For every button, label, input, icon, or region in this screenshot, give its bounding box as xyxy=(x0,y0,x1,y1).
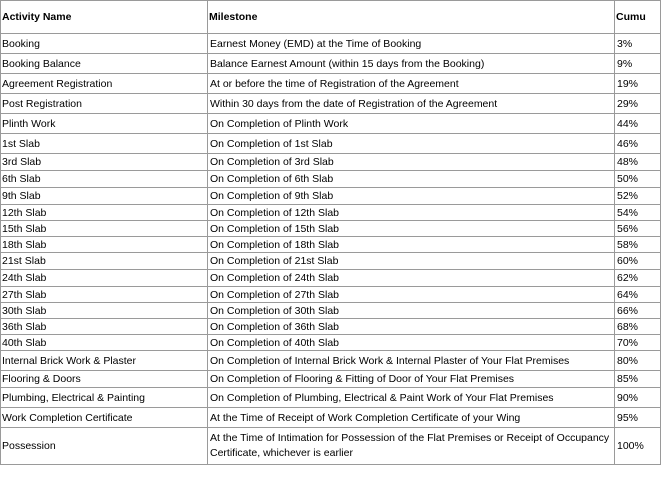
activity-cell: Plinth Work xyxy=(1,114,208,134)
percent-cell: 52% xyxy=(615,188,661,205)
activity-cell: 1st Slab xyxy=(1,134,208,154)
milestone-cell: On Completion of Internal Brick Work & Internal Plaster of Your Flat Premises xyxy=(208,351,615,371)
milestone-cell: At the Time of Receipt of Work Completion Certificate of your Wing xyxy=(208,408,615,428)
activity-cell: Possession xyxy=(1,428,208,465)
activity-cell: 18th Slab xyxy=(1,237,208,253)
table-row xyxy=(1,221,661,237)
table-row xyxy=(1,237,661,253)
table-row xyxy=(1,253,661,270)
activity-cell: 36th Slab xyxy=(1,319,208,335)
milestone-cell: On Completion of 15th Slab xyxy=(208,221,615,237)
percent-cell: 62% xyxy=(615,270,661,287)
percent-cell: 19% xyxy=(615,74,661,94)
table-row xyxy=(1,388,661,408)
table-row xyxy=(1,54,661,74)
activity-cell: 12th Slab xyxy=(1,205,208,221)
table-row xyxy=(1,319,661,335)
milestone-cell: On Completion of 30th Slab xyxy=(208,303,615,319)
milestone-cell: On Completion of 12th Slab xyxy=(208,205,615,221)
milestone-cell: On Completion of 18th Slab xyxy=(208,237,615,253)
table-row xyxy=(1,205,661,221)
milestone-cell: On Completion of 3rd Slab xyxy=(208,154,615,171)
milestone-cell: Within 30 days from the date of Registration of the Agreement xyxy=(208,94,615,114)
percent-cell: 66% xyxy=(615,303,661,319)
table-row xyxy=(1,408,661,428)
percent-cell: 60% xyxy=(615,253,661,270)
header-row xyxy=(1,1,661,34)
milestone-cell: Balance Earnest Amount (within 15 days from the Booking) xyxy=(208,54,615,74)
table-row xyxy=(1,188,661,205)
milestone-cell: On Completion of 6th Slab xyxy=(208,171,615,188)
activity-cell: 27th Slab xyxy=(1,287,208,303)
table-row xyxy=(1,287,661,303)
milestone-cell: On Completion of 27th Slab xyxy=(208,287,615,303)
percent-cell: 50% xyxy=(615,171,661,188)
activity-cell: Internal Brick Work & Plaster xyxy=(1,351,208,371)
table-row xyxy=(1,134,661,154)
milestone-cell: Earnest Money (EMD) at the Time of Booking xyxy=(208,34,615,54)
activity-cell: Agreement Registration xyxy=(1,74,208,94)
table-row xyxy=(1,154,661,171)
milestone-cell: On Completion of Plumbing, Electrical & Paint Work of Your Flat Premises xyxy=(208,388,615,408)
activity-cell: 15th Slab xyxy=(1,221,208,237)
percent-cell: 29% xyxy=(615,94,661,114)
activity-cell: 21st Slab xyxy=(1,253,208,270)
activity-cell: Booking Balance xyxy=(1,54,208,74)
milestone-cell: On Completion of 40th Slab xyxy=(208,335,615,351)
table-row xyxy=(1,74,661,94)
milestone-cell: On Completion of 9th Slab xyxy=(208,188,615,205)
milestone-cell: On Completion of 24th Slab xyxy=(208,270,615,287)
milestone-cell: On Completion of 36th Slab xyxy=(208,319,615,335)
percent-cell: 9% xyxy=(615,54,661,74)
percent-cell: 85% xyxy=(615,371,661,388)
percent-cell: 48% xyxy=(615,154,661,171)
table-row xyxy=(1,34,661,54)
percent-cell: 70% xyxy=(615,335,661,351)
header-milestone: Milestone xyxy=(208,1,615,34)
percent-cell: 90% xyxy=(615,388,661,408)
percent-cell: 58% xyxy=(615,237,661,253)
percent-cell: 64% xyxy=(615,287,661,303)
percent-cell: 46% xyxy=(615,134,661,154)
table-row xyxy=(1,335,661,351)
table-row xyxy=(1,270,661,287)
activity-cell: 40th Slab xyxy=(1,335,208,351)
milestone-cell: On Completion of 1st Slab xyxy=(208,134,615,154)
activity-cell: 9th Slab xyxy=(1,188,208,205)
table-row xyxy=(1,351,661,371)
percent-cell: 54% xyxy=(615,205,661,221)
percent-cell: 3% xyxy=(615,34,661,54)
header-activity-name: Activity Name xyxy=(1,1,208,34)
milestone-cell: On Completion of Plinth Work xyxy=(208,114,615,134)
percent-cell: 56% xyxy=(615,221,661,237)
table-row xyxy=(1,303,661,319)
milestone-cell: At the Time of Intimation for Possession of the Flat Premises or Receipt of Occupancy Certificate, whichever is earlier xyxy=(208,428,615,465)
percent-cell: 100% xyxy=(615,428,661,465)
table-row xyxy=(1,114,661,134)
activity-cell: Booking xyxy=(1,34,208,54)
milestone-cell: On Completion of Flooring & Fitting of Door of Your Flat Premises xyxy=(208,371,615,388)
percent-cell: 44% xyxy=(615,114,661,134)
activity-cell: Plumbing, Electrical & Painting xyxy=(1,388,208,408)
activity-cell: Work Completion Certificate xyxy=(1,408,208,428)
activity-cell: Flooring & Doors xyxy=(1,371,208,388)
table-row xyxy=(1,94,661,114)
table-row xyxy=(1,428,661,465)
activity-cell: 30th Slab xyxy=(1,303,208,319)
activity-cell: 3rd Slab xyxy=(1,154,208,171)
percent-cell: 80% xyxy=(615,351,661,371)
milestone-cell: On Completion of 21st Slab xyxy=(208,253,615,270)
activity-cell: 24th Slab xyxy=(1,270,208,287)
percent-cell: 68% xyxy=(615,319,661,335)
percent-cell: 95% xyxy=(615,408,661,428)
activity-cell: 6th Slab xyxy=(1,171,208,188)
activity-cell: Post Registration xyxy=(1,94,208,114)
milestone-cell: At or before the time of Registration of the Agreement xyxy=(208,74,615,94)
table-row xyxy=(1,171,661,188)
table-row xyxy=(1,371,661,388)
header-cumulative: Cumu xyxy=(615,1,661,34)
